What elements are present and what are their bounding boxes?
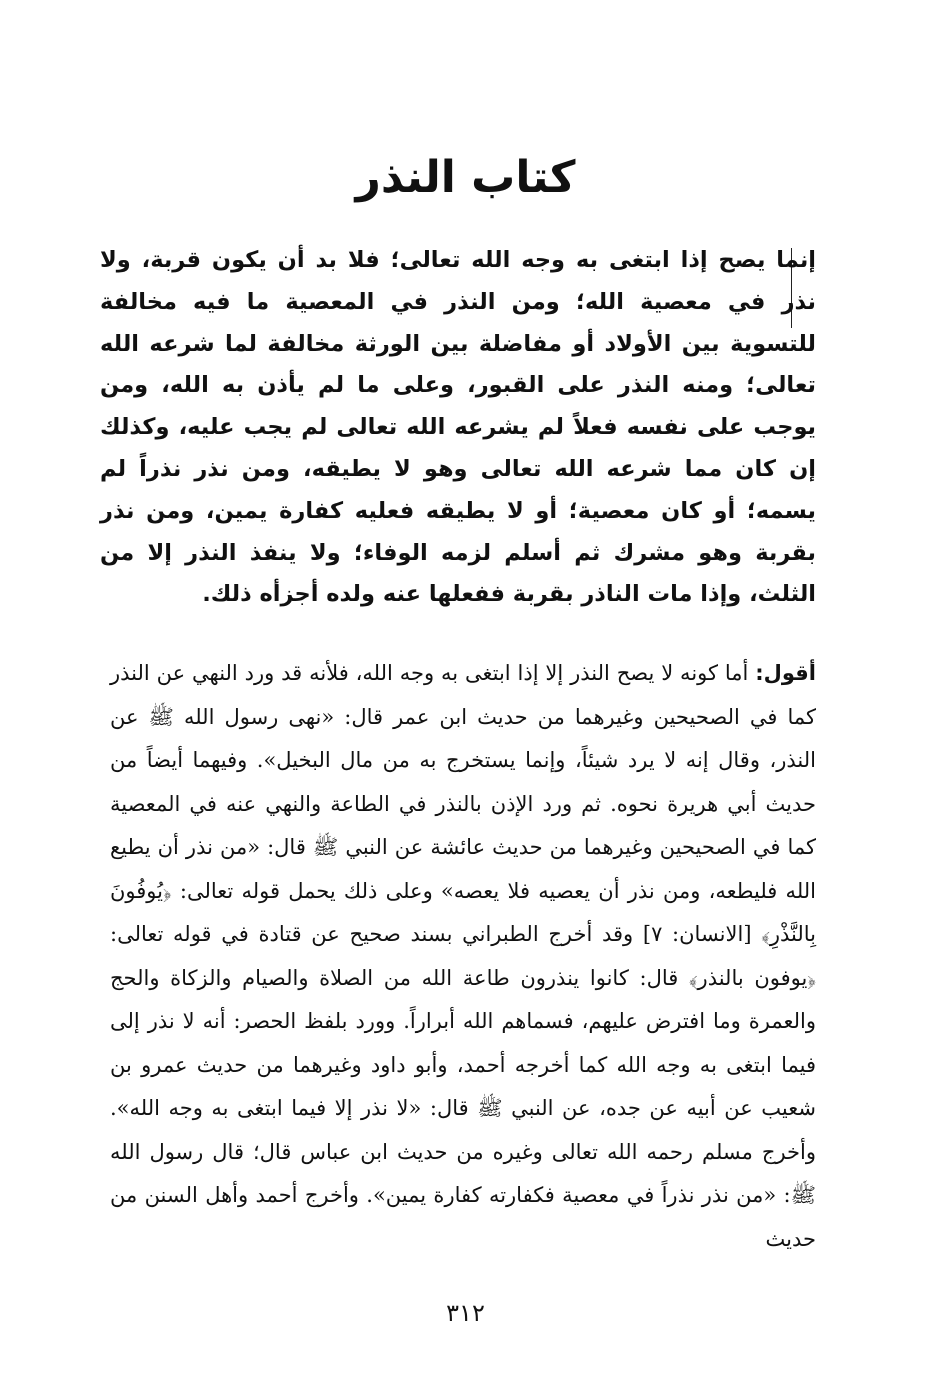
matn-paragraph: إنما يصح إذا ابتغى به وجه الله تعالى؛ فلا بد أن يكون قربة، ولا نذر في معصية الله؛ ومن النذر في المعصية ما فيه مخالفة للتسوية بين الأولاد أو مفاضلة بين الورثة مخالفة لما شرعه الله تعالى؛ ومنه النذر على القبور، وعلى ما لم يأذن به الله، ومن يوجب على نفسه فعلاً لم يشرعه الله تعالى لم يجب عليه، وكذلك إن كان مما شرعه الله تعالى وهو لا يطيقه، ومن نذر نذراً لم يسمه؛ أو كان معصية؛ أو لا يطيقه فعليه كفارة يمين، ومن نذر بقربة وهو مشرك ثم أسلم لزمه الوفاء؛ ولا ينفذ النذر إلا من الثلث، وإذا مات الناذر بقربة ففعلها عنه ولده أجزأه ذلك. [100, 247, 816, 608]
commentary-lead: أقول: [755, 661, 816, 685]
chapter-title: كتاب النذر [355, 152, 576, 203]
page-number: ٣١٢ [446, 1299, 485, 1327]
commentary-paragraph [110, 652, 816, 1261]
commentary-body: أما كونه لا يصح النذر إلا إذا ابتغى به وجه الله، فلأنه قد ورد النهي عن النذر كما في الصحيحين وغيرهما من حديث ابن عمر قال: «نهى رسول الله ﷺ عن النذر، وقال إنه لا يرد شيئاً، وإنما يستخرج به من مال البخيل». وفيهما أيضاً من حديث أبي هريرة نحوه. ثم ورد الإذن بالنذر في الطاعة والنهي عنه في المعصية كما في الصحيحين وغيرهما من حديث عائشة عن النبي ﷺ قال: «من نذر أن يطيع الله فليطعه، ومن نذر أن يعصيه فلا يعصه» وعلى ذلك يحمل قوله تعالى: ﴿يُوفُونَ بِالنَّذْرِ﴾ [الانسان: ٧] وقد أخرج الطبراني بسند صحيح عن قتادة في قوله تعالى: ﴿يوفون بالنذر﴾ قال: كانوا ينذرون طاعة الله من الصلاة والصيام والزكاة والحج والعمرة وما افترض عليهم، فسماهم الله أبراراً. وورد بلفظ الحصر: أنه لا نذر إلى فيما ابتغى به وجه الله كما أخرجه أحمد، وأبو داود وغيرهما من حديث عمرو بن شعيب عن أبيه عن جده، عن النبي ﷺ قال: «لا نذر إلا فيما ابتغى به وجه الله». وأخرج مسلم رحمه الله تعالى وغيره من حديث ابن عباس قال؛ قال رسول الله ﷺ: «من نذر نذراً في معصية فكفارته كفارة يمين». وأخرج أحمد وأهل السنن من حديث [110, 661, 817, 1251]
